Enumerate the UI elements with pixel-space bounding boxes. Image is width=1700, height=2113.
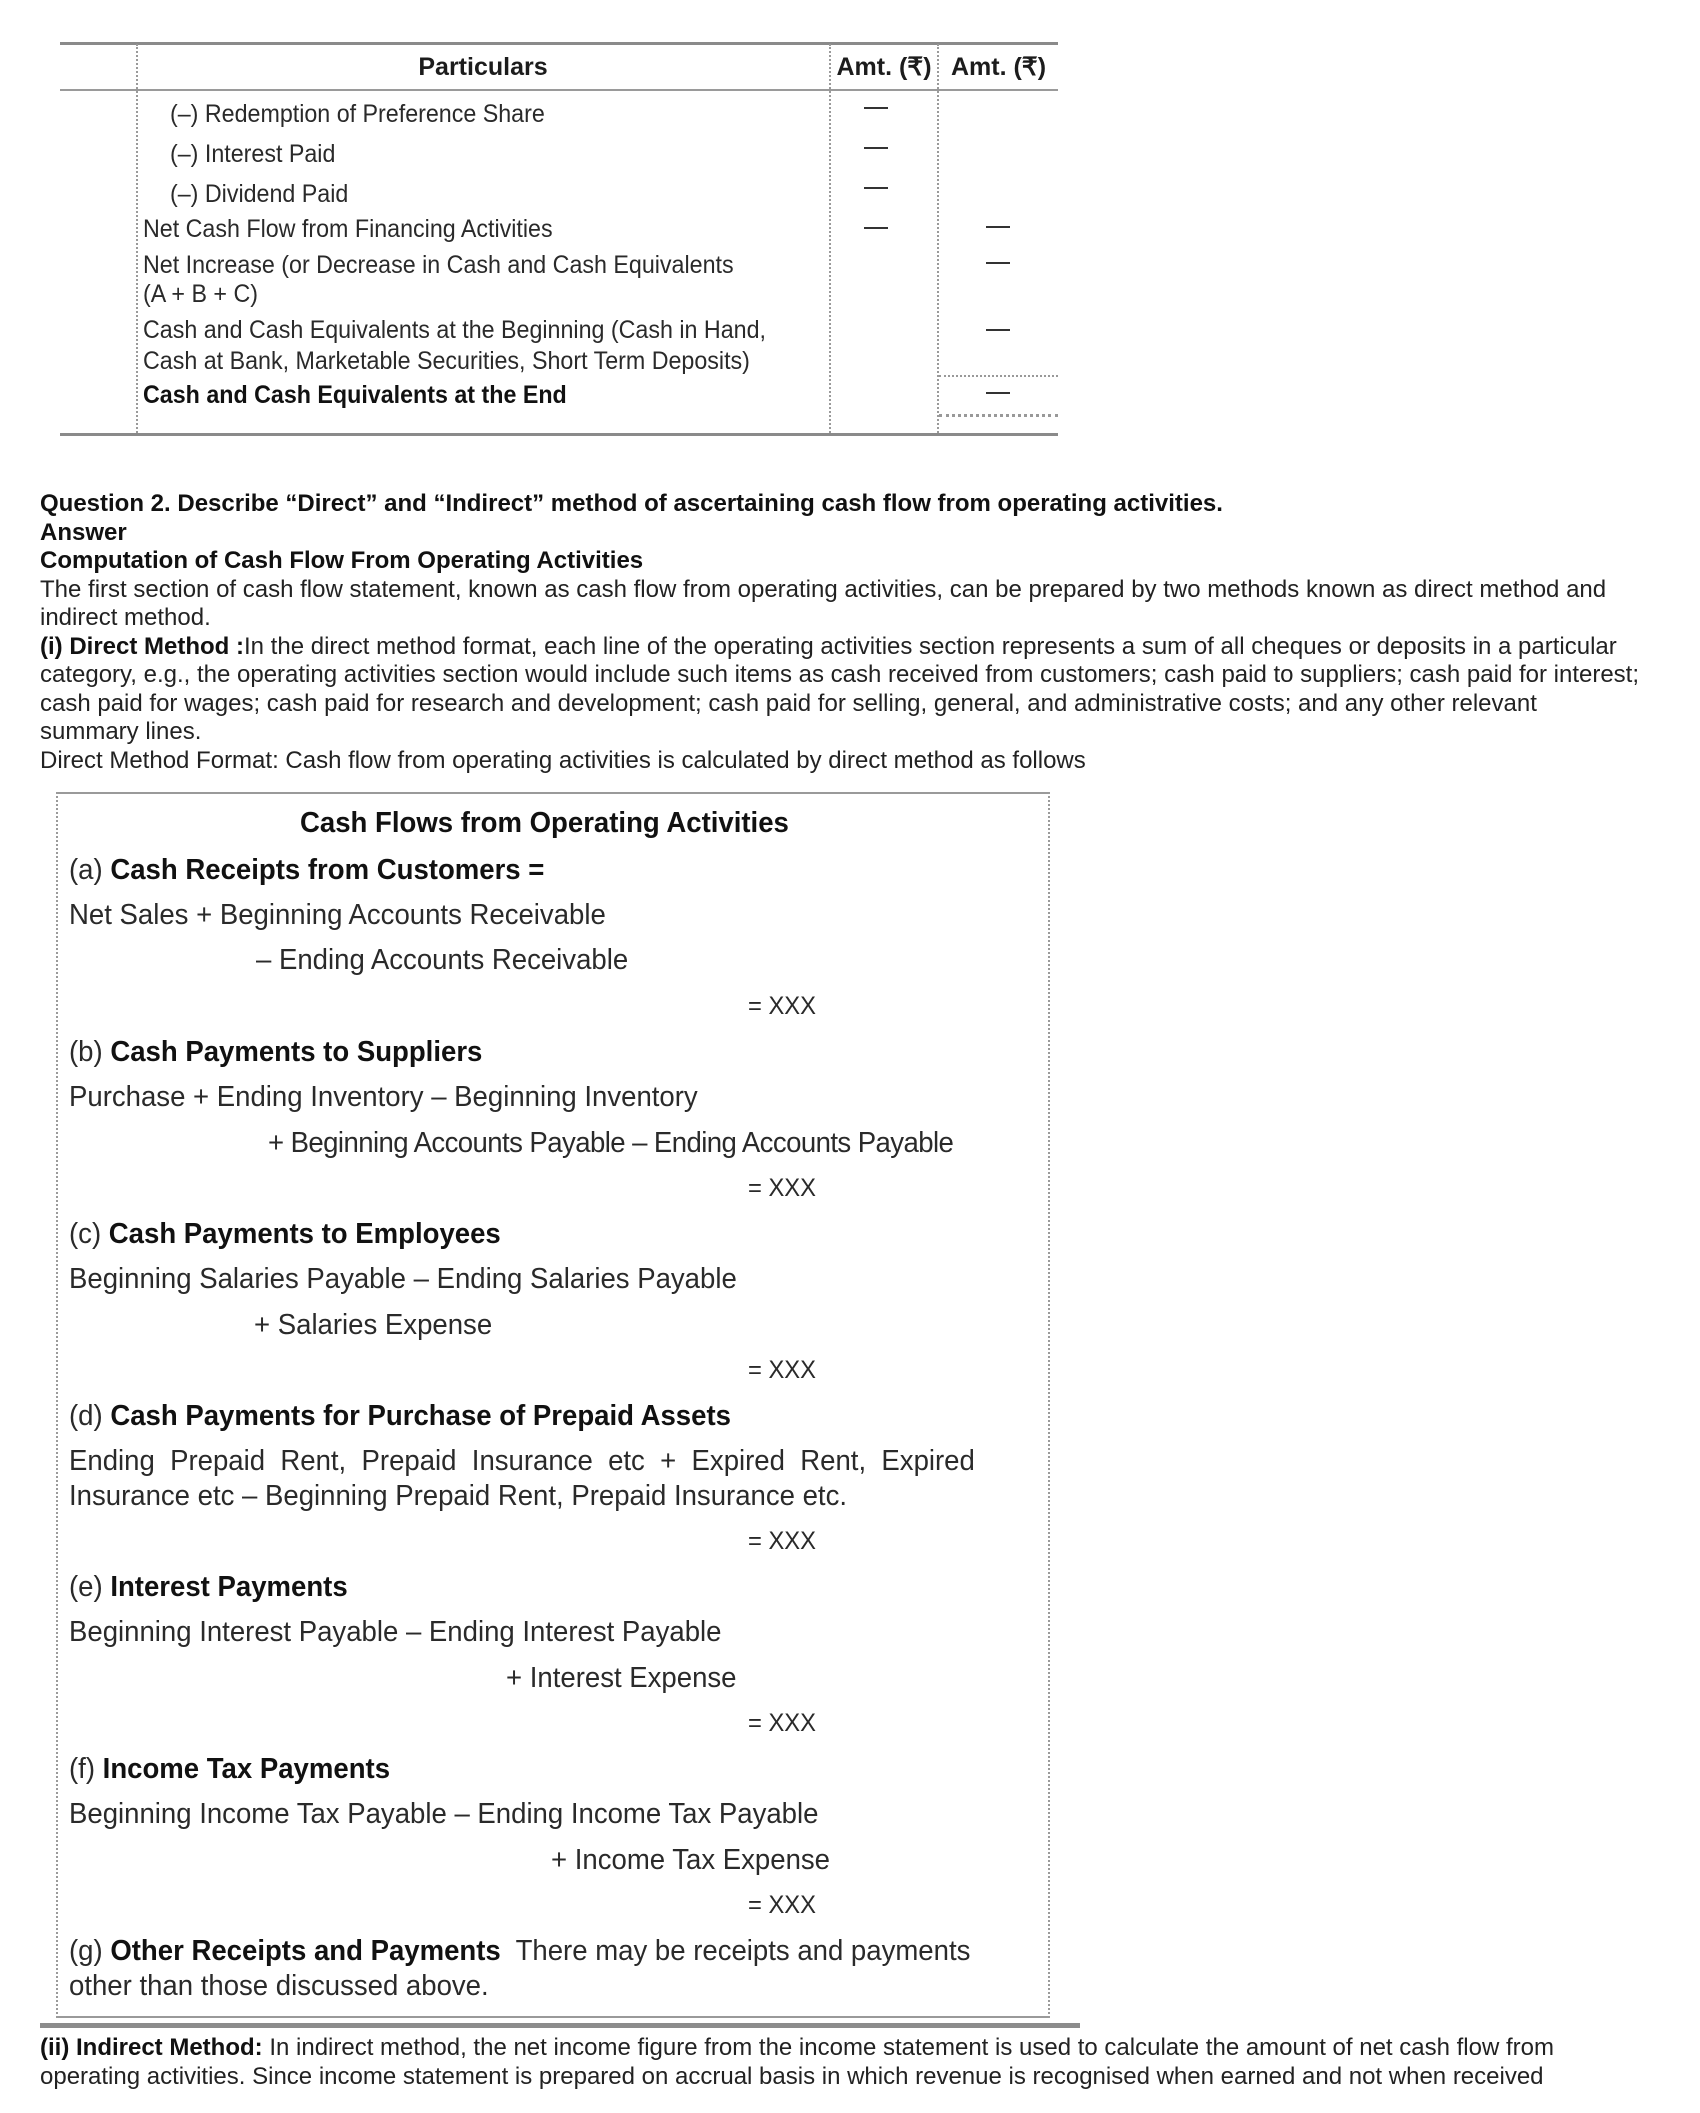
amount-dash [986, 329, 1010, 331]
item-a-line2: – Ending Accounts Receivable [256, 944, 629, 976]
item-a-result: = XXX [748, 992, 816, 1020]
item-e-title: Interest Payments [110, 1571, 348, 1603]
item-f-heading [69, 1752, 390, 1786]
item-e-prefix: (e) [69, 1571, 111, 1603]
section-subheading: Computation of Cash Flow From Operating Activities [40, 547, 644, 574]
direct-method-format-line: Direct Method Format: Cash flow from operating activities is calculated by direct method as follows [40, 746, 1086, 774]
total-rule [939, 375, 1058, 377]
item-b-result: = XXX [748, 1174, 816, 1202]
indirect-method-paragraph [40, 2034, 1640, 2091]
amount-dash [986, 226, 1010, 228]
item-g-text: There may be receipts and payments [500, 1935, 971, 1967]
amount-dash [864, 187, 888, 189]
table-row-beginning-cash: Cash and Cash Equivalents at the Beginning (Cash in Hand, [143, 316, 766, 344]
question-section [40, 490, 1640, 775]
item-f-title: Income Tax Payments [102, 1753, 391, 1785]
header-amount-1: Amt. (₹) [836, 53, 932, 81]
table-row-interest-paid: (–) Interest Paid [170, 140, 336, 168]
item-f-line1: Beginning Income Tax Payable – Ending Income Tax Payable [69, 1798, 819, 1830]
direct-method-label: (i) Direct Method : [40, 632, 244, 660]
table-row-beginning-cash-detail: Cash at Bank, Marketable Securities, Short Term Deposits) [143, 347, 750, 375]
amount-dash [864, 107, 888, 109]
item-a-line1: Net Sales + Beginning Accounts Receivable [69, 899, 606, 931]
item-e-heading [69, 1570, 348, 1604]
table-row-net-financing: Net Cash Flow from Financing Activities [143, 215, 553, 243]
table-header-divider [60, 89, 1058, 91]
item-g-line2: other than those discussed above. [69, 1970, 489, 2002]
item-c-result: = XXX [748, 1356, 816, 1384]
item-c-title: Cash Payments to Employees [108, 1218, 501, 1250]
direct-method-paragraph [40, 633, 1640, 747]
item-g-prefix: (g) [69, 1935, 111, 1967]
amount-dash [986, 392, 1010, 394]
item-e-result: = XXX [748, 1709, 816, 1737]
table-col-divider [829, 44, 831, 433]
header-amount-2: Amt. (₹) [950, 53, 1047, 81]
box-title: Cash Flows from Operating Activities [300, 807, 789, 839]
item-b-line2: + Beginning Accounts Payable – Ending Accounts Payable [268, 1127, 954, 1159]
item-b-title: Cash Payments to Suppliers [110, 1036, 483, 1068]
header-particulars: Particulars [418, 53, 548, 81]
table-row-redemption: (–) Redemption of Preference Share [170, 100, 545, 128]
intro-paragraph: The first section of cash flow statement, known as cash flow from operating activities, can be prepared by two methods known as direct method and indirect method. [40, 575, 1607, 631]
item-c-heading [69, 1217, 501, 1251]
item-g-heading [69, 1934, 970, 1968]
amount-dash [986, 262, 1010, 264]
item-g-title: Other Receipts and Payments [110, 1935, 501, 1967]
item-b-line1: Purchase + Ending Inventory – Beginning Inventory [69, 1081, 698, 1113]
table-row-net-increase: Net Increase (or Decrease in Cash and Cash Equivalents [143, 251, 734, 279]
section-separator [40, 2023, 1080, 2028]
item-f-result: = XXX [748, 1891, 816, 1919]
table-row-net-increase-formula: (A + B + C) [143, 280, 259, 308]
item-d-prefix: (d) [69, 1400, 111, 1432]
item-f-prefix: (f) [69, 1753, 103, 1785]
table-row-dividend-paid: (–) Dividend Paid [170, 180, 349, 208]
indirect-method-text: In indirect method, the net income figure from the income statement is used to calculate the amount of net cash flow from operating activities. Since income statement is prepared on accrual basis in which revenue is recognised when earned and not when received [40, 2034, 1554, 2090]
item-e-line2: + Interest Expense [506, 1662, 737, 1694]
item-f-line2: + Income Tax Expense [551, 1844, 830, 1876]
item-d-result: = XXX [748, 1527, 816, 1555]
item-d-line2: Insurance etc – Beginning Prepaid Rent, Prepaid Insurance etc. [69, 1480, 848, 1512]
table-top-border [60, 42, 1058, 45]
table-row-ending-cash: Cash and Cash Equivalents at the End [143, 381, 567, 409]
direct-method-text: In the direct method format, each line of the operating activities section represents a sum of all cheques or deposits in a particular category, e.g., the operating activities section would include such items as cash received from customers; cash paid to suppliers; cash paid for interest; cash paid for wages; cash paid for research and development; cash paid for selling, general, and administrative costs; and any other relevant summary lines. [40, 632, 1640, 745]
item-a-title: Cash Receipts from Customers = [110, 854, 545, 886]
item-b-prefix: (b) [69, 1036, 111, 1068]
amount-dash [864, 147, 888, 149]
item-c-line2: + Salaries Expense [254, 1309, 493, 1341]
table-bottom-border [60, 433, 1058, 436]
item-a-prefix: (a) [69, 854, 111, 886]
item-a-heading [69, 853, 544, 887]
item-e-line1: Beginning Interest Payable – Ending Interest Payable [69, 1616, 722, 1648]
item-d-title: Cash Payments for Purchase of Prepaid Assets [110, 1400, 731, 1432]
indirect-method-label: (ii) Indirect Method: [40, 2034, 263, 2061]
total-double-rule [939, 414, 1058, 417]
question-title: Question 2. Describe “Direct” and “Indirect” method of ascertaining cash flow from operating activities. [40, 490, 1223, 517]
item-d-line1: Ending Prepaid Rent, Prepaid Insurance etc + Expired Rent, Expired [69, 1445, 975, 1477]
item-b-heading [69, 1035, 482, 1069]
item-d-heading [69, 1399, 731, 1433]
item-c-prefix: (c) [69, 1218, 109, 1250]
answer-label: Answer [40, 518, 127, 546]
amount-dash [864, 227, 888, 229]
table-col-divider [136, 44, 138, 433]
item-c-line1: Beginning Salaries Payable – Ending Salaries Payable [69, 1263, 737, 1295]
